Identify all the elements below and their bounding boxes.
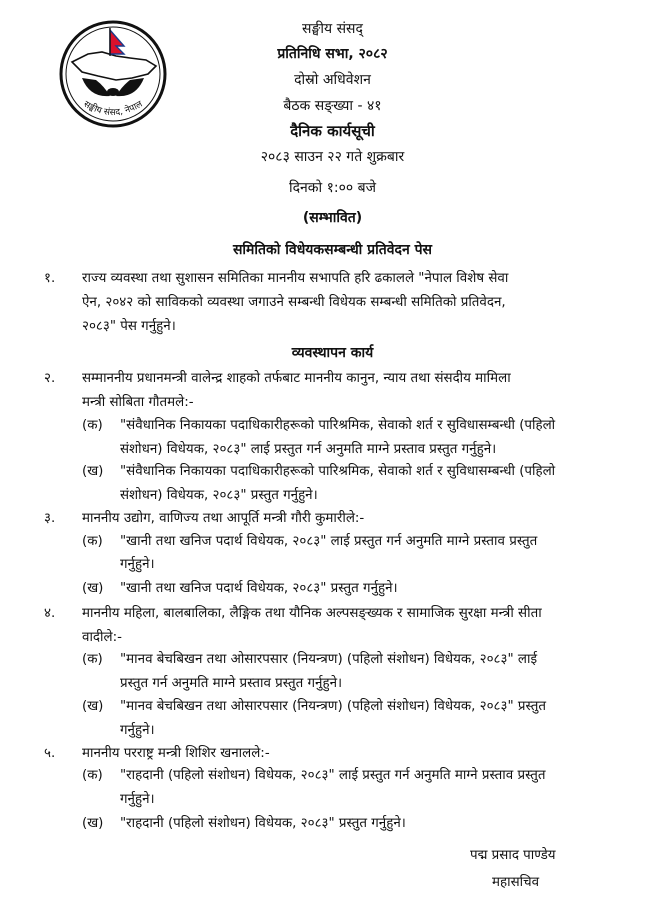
item-line: सम्माननीय प्रधानमन्त्री वालेन्द्र शाहको तर्फबाट माननीय कानुन, न्याय तथा संसदीय मामिला: [82, 371, 511, 386]
sub-item-line: संशोधन) विधेयक, २०८३" लाई प्रस्तुत गर्न अनुमति माग्ने प्रस्ताव प्रस्तुत गर्नुहुने।: [120, 442, 497, 457]
item-line: माननीय उद्योग, वाणिज्य तथा आपूर्ति मन्त्री गौरी कुमारीले:-: [82, 511, 365, 526]
sub-item-line: "संवैधानिक निकायका पदाधिकारीहरूको पारिश्रमिक, सेवाको शर्त र सुविधासम्बन्धी (पहिलो: [120, 418, 556, 433]
signatory-name: पद्म प्रसाद पाण्डेय: [470, 848, 556, 863]
item-line: मन्त्री सोबिता गौतमले:-: [82, 395, 194, 410]
tentative-label: (सम्भावित): [302, 210, 363, 226]
sub-item-line: गर्नुहुने।: [120, 557, 155, 572]
item-line: माननीय परराष्ट्र मन्त्री शिशिर खनालले:-: [82, 746, 270, 761]
item-number: २.: [44, 371, 56, 386]
item-line: राज्य व्यवस्था तथा सुशासन समितिका माननीय सभापति हरि ढकालले "नेपाल विशेष सेवा: [82, 271, 509, 286]
signatory-title: महासचिव: [492, 875, 540, 890]
item-line: ऐन, २०४२ को साविकको व्यवस्था जगाउने सम्बन्धी विधेयक सम्बन्धी समितिको प्रतिवेदन,: [82, 295, 506, 310]
sub-item-line: गर्नुहुने।: [120, 723, 155, 738]
sub-item-line: "खानी तथा खनिज पदार्थ विधेयक, २०८३" प्रस्तुत गर्नुहुने।: [120, 581, 398, 596]
sub-item-line: "संवैधानिक निकायका पदाधिकारीहरूको पारिश्रमिक, सेवाको शर्त र सुविधासम्बन्धी (पहिलो: [120, 464, 556, 479]
sub-item-label: (क): [82, 418, 103, 433]
sub-item-label: (ख): [82, 699, 104, 714]
sub-item-label: (क): [82, 768, 103, 783]
page-title: दैनिक कार्यसूची: [290, 122, 375, 140]
emblem-text: सङ्घीय संसद, नेपाल: [81, 99, 145, 119]
meeting-time: दिनको १:०० बजे: [288, 180, 377, 196]
sub-item-line: प्रस्तुत गर्न अनुमति माग्ने प्रस्ताव प्रस्तुत गर्नुहुने।: [120, 676, 343, 691]
sub-item-label: (ख): [82, 816, 104, 831]
session-name: दोस्रो अधिवेशन: [294, 72, 371, 88]
item-number: ५.: [44, 746, 56, 761]
section-heading-committee-report: समितिको विधेयकसम्बन्धी प्रतिवेदन पेस: [232, 242, 433, 258]
sub-item-line: "मानव बेचबिखन तथा ओसारपसार (नियन्त्रण) (पहिलो संशोधन) विधेयक, २०८३" प्रस्तुत: [120, 699, 546, 714]
section-heading-legislative-business: व्यवस्थापन कार्य: [291, 345, 374, 361]
sub-item-line: "मानव बेचबिखन तथा ओसारपसार (नियन्त्रण) (पहिलो संशोधन) विधेयक, २०८३" लाई: [120, 652, 538, 667]
sub-item-label: (ख): [82, 464, 104, 479]
meeting-date: २०८३ साउन २२ गते शुक्रबार: [260, 149, 405, 165]
item-number: १.: [44, 271, 56, 286]
sub-item-line: "खानी तथा खनिज पदार्थ विधेयक, २०८३" लाई प्रस्तुत गर्न अनुमति माग्ने प्रस्ताव प्रस्तुत: [120, 534, 538, 549]
sub-item-line: संशोधन) विधेयक, २०८३" प्रस्तुत गर्नुहुने।: [120, 488, 318, 503]
item-line: माननीय महिला, बालबालिका, लैङ्गिक तथा यौनिक अल्पसङ्ख्यक र सामाजिक सुरक्षा मन्त्री सीता: [82, 606, 542, 621]
meeting-number: बैठक सङ्ख्या - ४१: [283, 98, 382, 114]
sub-item-line: "राहदानी (पहिलो संशोधन) विधेयक, २०८३" प्रस्तुत गर्नुहुने।: [120, 816, 406, 831]
house-name: प्रतिनिधि सभा, २०८२: [277, 46, 388, 62]
item-number: ३.: [44, 511, 56, 526]
parliament-name: सङ्घीय संसद्: [302, 21, 363, 37]
item-line: वादीले:-: [82, 630, 122, 645]
sub-item-line: "राहदानी (पहिलो संशोधन) विधेयक, २०८३" लाई प्रस्तुत गर्न अनुमति माग्ने प्रस्ताव प्रस्तुत: [120, 768, 546, 783]
sub-item-label: (ख): [82, 581, 104, 596]
item-line: २०८३" पेस गर्नुहुने।: [82, 319, 176, 334]
sub-item-label: (क): [82, 534, 103, 549]
sub-item-label: (क): [82, 652, 103, 667]
sub-item-line: गर्नुहुने।: [120, 792, 155, 807]
item-number: ४.: [44, 606, 56, 621]
